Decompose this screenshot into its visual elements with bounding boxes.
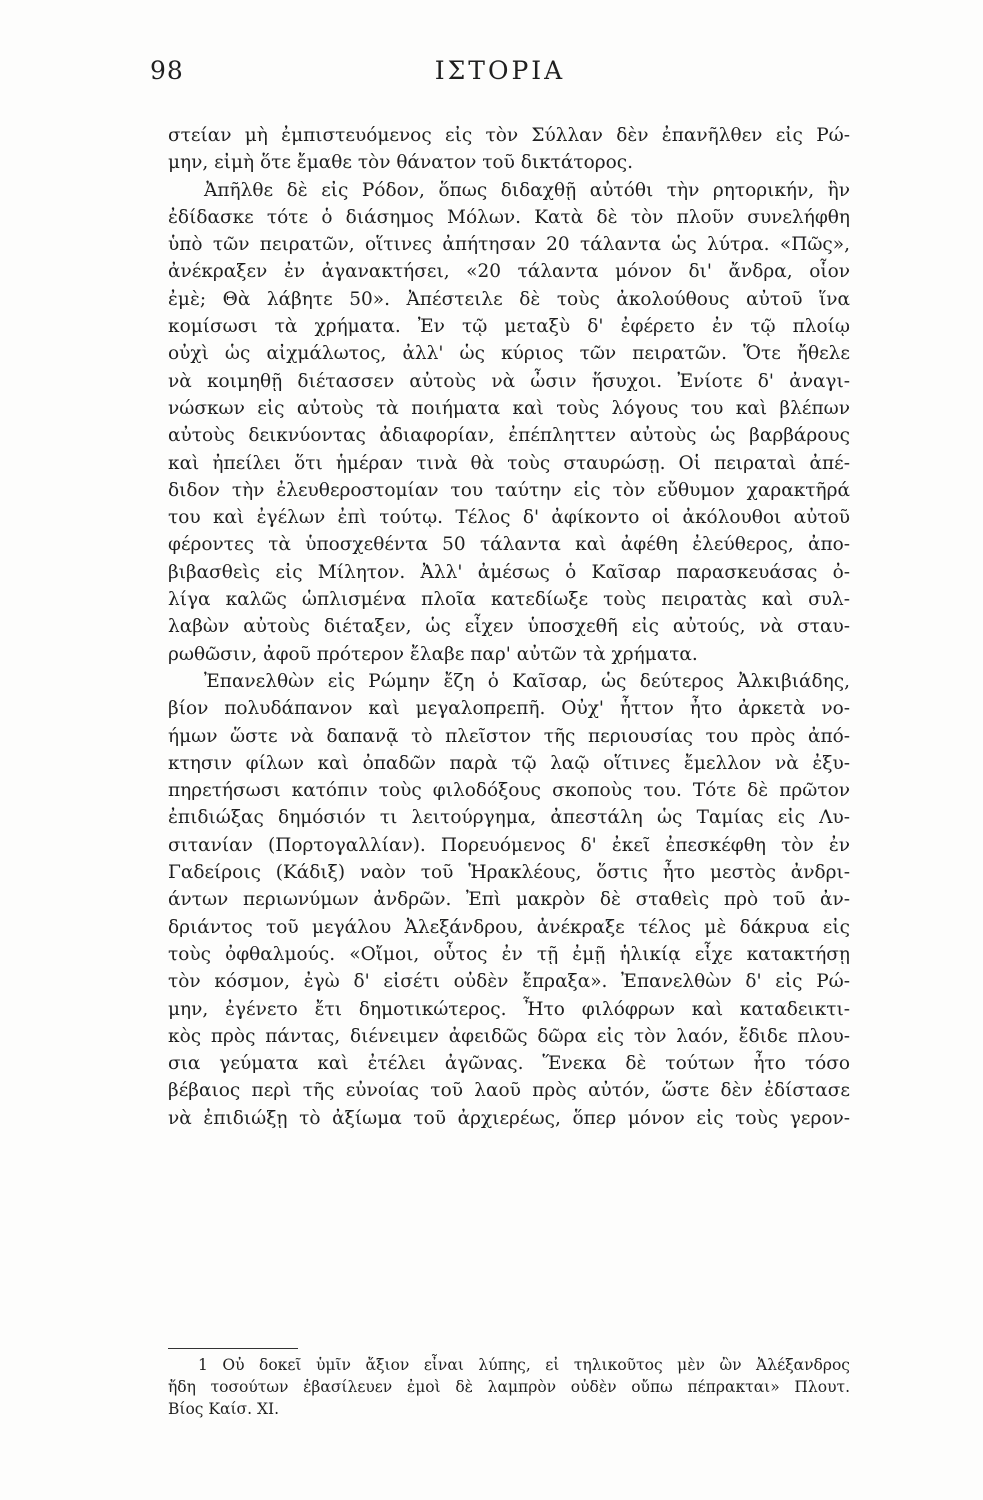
text-line: καὶ ἠπείλει ὅτι ἡμέραν τινὰ θὰ τοὺς σταυρώσῃ. Οἱ πειραταὶ ἀπέ- (168, 452, 850, 474)
page-number: 98 (150, 56, 184, 85)
footnote-line: 1 Οὐ δοκεῖ ὑμῖν ἄξιον εἶναι λύπης, εἰ τηλικοῦτος μὲν ὢν Ἀλέξανδρος (198, 1356, 850, 1374)
running-title: ΙΣΤΟΡΙΑ (434, 56, 566, 85)
text-line: ἐμὲ; Θὰ λάβητε 50». Ἀπέστειλε δὲ τοὺς ἀκολούθους αὐτοῦ ἵνα (168, 288, 850, 310)
text-line: βίον πολυδάπανον καὶ μεγαλοπρεπῆ. Οὐχ' ἧττον ἦτο ἀρκετὰ νο- (168, 698, 850, 720)
text-line: αὐτοὺς δεικνύοντας ἀδιαφορίαν, ἐπέπληττεν αὐτοὺς ὡς βαρβάρους (168, 425, 850, 447)
text-line: ἀνέκραξεν ἐν ἀγανακτήσει, «20 τάλαντα μόνον δι' ἄνδρα, οἷον (168, 261, 850, 283)
text-line: ρωθῶσιν, ἀφοῦ πρότερον ἔλαβε παρ' αὐτῶν τὰ χρήματα. (168, 643, 698, 665)
text-line: του καὶ ἐγέλων ἐπὶ τούτῳ. Τέλος δ' ἀφίκοντο οἱ ἀκόλουθοι αὐτοῦ (168, 507, 850, 529)
text-line: δριάντος τοῦ μεγάλου Ἀλεξάνδρου, ἀνέκραξε τέλος μὲ δάκρυα εἰς (168, 916, 850, 938)
text-line: διδον τὴν ἐλευθεροστομίαν του ταύτην εἰς τὸν εὔθυμον χαρακτῆρά (168, 479, 850, 501)
footnote-line: ἤδη τοσούτων ἐβασίλευεν ἐμοὶ δὲ λαμπρὸν οὐδὲν οὔπω πέπρακται» Πλουτ. (168, 1378, 850, 1396)
text-line: κτησιν φίλων καὶ ὀπαδῶν παρὰ τῷ λαῷ οἵτινες ἔμελλον νὰ ἐξυ- (168, 752, 850, 774)
text-line: κομίσωσι τὰ χρήματα. Ἐν τῷ μεταξὺ δ' ἐφέρετο ἐν τῷ πλοίῳ (168, 316, 850, 338)
page-header (150, 56, 850, 88)
footnote (168, 1354, 850, 1420)
text-line: ὑπὸ τῶν πειρατῶν, οἵτινες ἀπήτησαν 20 τάλαντα ὡς λύτρα. «Πῶς», (168, 234, 850, 256)
text-line: οὐχὶ ὡς αἰχμάλωτος, ἀλλ' ὡς κύριος τῶν πειρατῶν. Ὅτε ἤθελε (168, 343, 850, 365)
text-line: μην, ἐγένετο ἔτι δημοτικώτερος. Ἦτο φιλόφρων καὶ καταδεικτι- (168, 998, 850, 1020)
footnote-line: Βίος Καίσ. XI. (168, 1400, 280, 1418)
body-text (168, 122, 850, 1132)
text-line: νώσκων εἰς αὐτοὺς τὰ ποιήματα καὶ τοὺς λόγους του καὶ βλέπων (168, 397, 850, 419)
text-line: βέβαιος περὶ τῆς εὐνοίας τοῦ λαοῦ πρὸς αὐτόν, ὥστε δὲν ἐδίστασε (168, 1080, 850, 1102)
text-line: λαβὼν αὐτοὺς διέταξεν, ὡς εἶχεν ὑποσχεθῆ εἰς αὐτούς, νὰ σταυ- (168, 616, 850, 638)
text-line: Ἐπανελθὼν εἰς Ρώμην ἔζη ὁ Καῖσαρ, ὡς δεύτερος Ἀλκιβιάδης, (204, 670, 850, 692)
text-line: νὰ κοιμηθῇ διέτασσεν αὐτοὺς νὰ ὦσιν ἥσυχοι. Ἐνίοτε δ' ἀναγι- (168, 370, 850, 392)
text-line: Ἀπῆλθε δὲ εἰς Ρόδον, ὅπως διδαχθῇ αὐτόθι τὴν ρητορικήν, ἣν (204, 179, 850, 201)
footnote-separator (168, 1348, 298, 1349)
text-line: τὸν κόσμον, ἐγὼ δ' εἰσέτι οὐδὲν ἔπραξα». Ἐπανελθὼν δ' εἰς Ρώ- (168, 971, 850, 993)
text-line: Γαδείροις (Κάδιξ) ναὸν τοῦ Ἡρακλέους, ὅστις ἦτο μεστὸς ἀνδρι- (168, 862, 850, 884)
text-line: σιτανίαν (Πορτογαλλίαν). Πορευόμενος δ' ἐκεῖ ἐπεσκέφθη τὸν ἐν (168, 834, 850, 856)
text-line: στείαν μὴ ἐμπιστευόμενος εἰς τὸν Σύλλαν δὲν ἐπανῆλθεν εἰς Ρώ- (168, 125, 850, 146)
text-line: βιβασθεὶς εἰς Μίλητον. Ἀλλ' ἀμέσως ὁ Καῖσαρ παρασκευάσας ὀ- (168, 561, 850, 583)
text-line: άντων περιωνύμων ἀνδρῶν. Ἐπὶ μακρὸν δὲ σταθεὶς πρὸ τοῦ ἀν- (168, 889, 850, 911)
text-line: μην, εἰμὴ ὅτε ἔμαθε τὸν θάνατον τοῦ δικτάτορος. (168, 152, 634, 174)
text-line: φέροντες τὰ ὑποσχεθέντα 50 τάλαντα καὶ ἀφέθη ἐλεύθερος, ἀπο- (168, 534, 850, 556)
text-line: πηρετήσωσι κατόπιν τοὺς φιλοδόξους σκοποὺς του. Τότε δὲ πρῶτον (168, 780, 850, 802)
text-line: τοὺς ὀφθαλμούς. «Οἴμοι, οὗτος ἐν τῇ ἐμῇ ἡλικίᾳ εἶχε κατακτήσῃ (168, 943, 850, 965)
text-line: σια γεύματα καὶ ἐτέλει ἀγῶνας. Ἕνεκα δὲ τούτων ἦτο τόσο (168, 1053, 850, 1075)
text-line: ἐδίδασκε τότε ὁ διάσημος Μόλων. Κατὰ δὲ τὸν πλοῦν συνελήφθη (168, 206, 850, 228)
text-line: ἐπιδιώξας δημόσιόν τι λειτούργημα, ἀπεστάλη ὡς Ταμίας εἰς Λυ- (168, 807, 850, 829)
text-line: λίγα καλῶς ὡπλισμένα πλοῖα κατεδίωξε τοὺς πειρατὰς καὶ συλ- (168, 589, 850, 611)
text-line: νὰ ἐπιδιώξῃ τὸ ἀξίωμα τοῦ ἀρχιερέως, ὅπερ μόνον εἰς τοὺς γερον- (168, 1107, 850, 1129)
text-line: κὸς πρὸς πάντας, διένειμεν ἀφειδῶς δῶρα εἰς τὸν λαόν, ἔδιδε πλου- (168, 1025, 850, 1047)
text-line: ήμων ὥστε νὰ δαπανᾷ τὸ πλεῖστον τῆς περιουσίας του πρὸς ἀπό- (168, 725, 850, 747)
